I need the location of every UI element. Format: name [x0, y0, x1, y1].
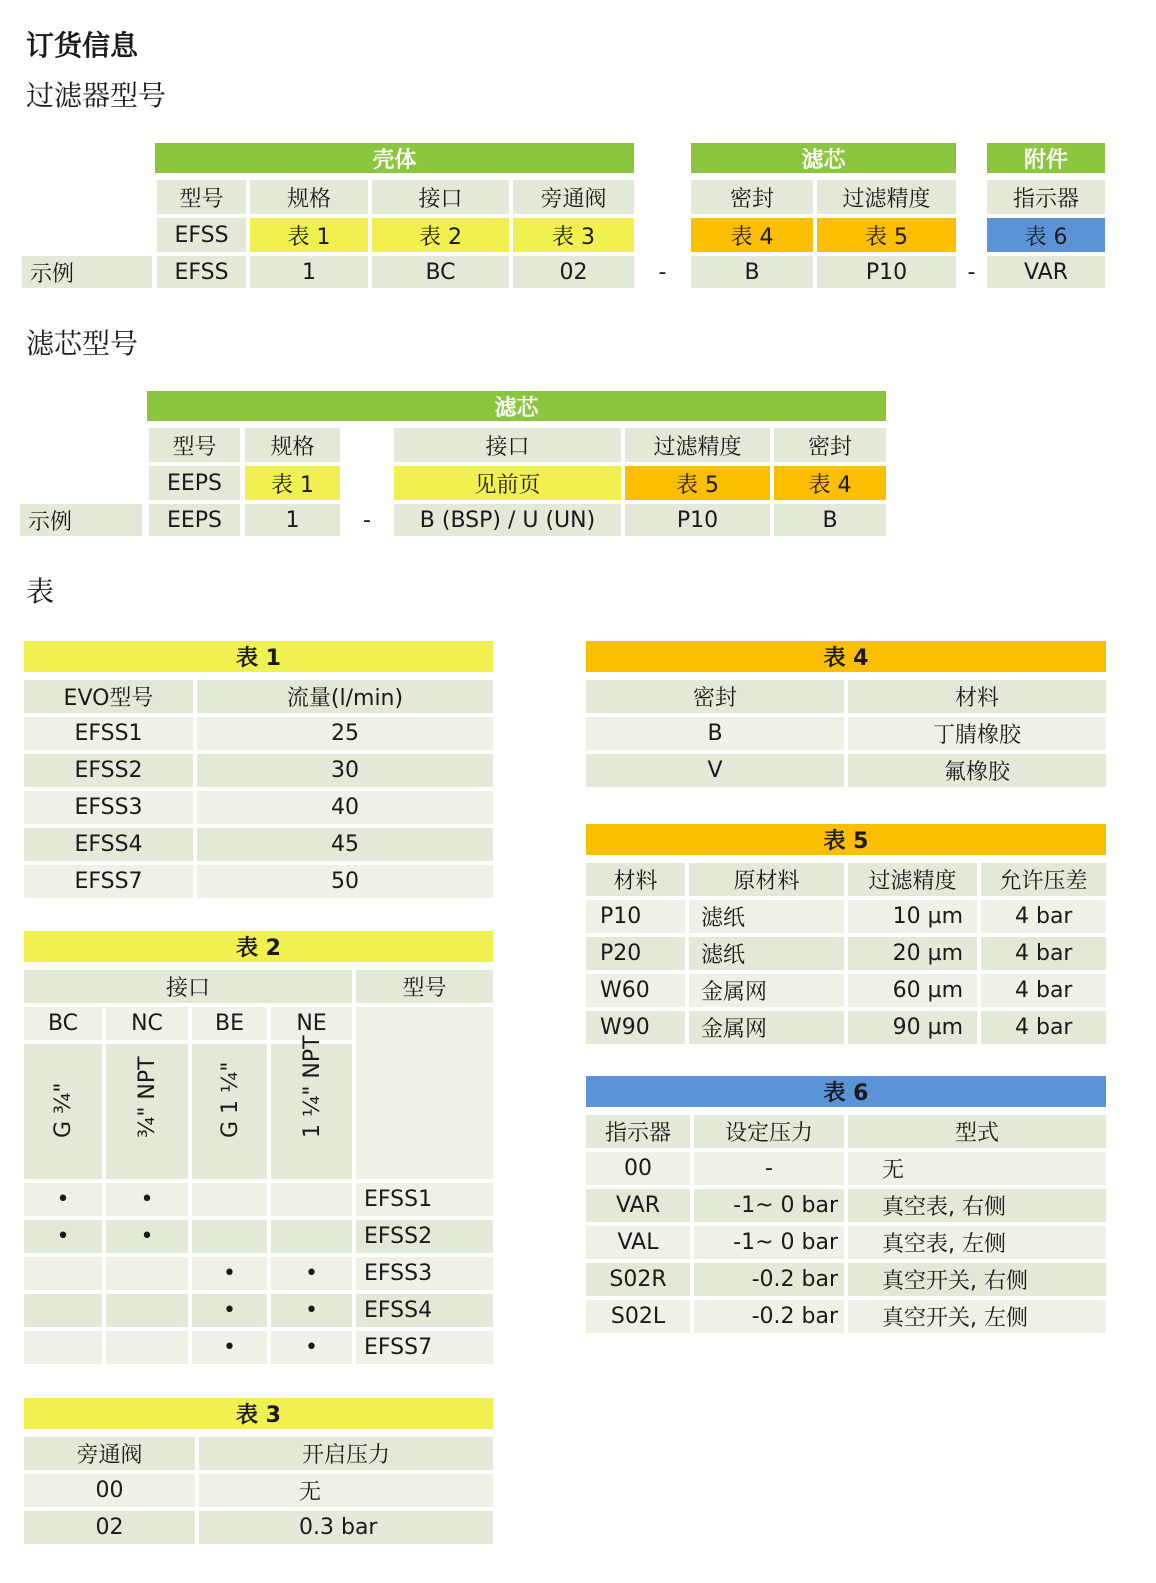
thread-label: ¾" NPT [106, 1044, 188, 1179]
example-label: 示例 [22, 256, 152, 288]
column-header: 旁通阀 [24, 1437, 195, 1470]
header-size: 规格 [250, 180, 368, 214]
header-model: 型号 [157, 180, 246, 214]
table-cell: -1~ 0 bar [694, 1189, 844, 1222]
table-cell: 氟橡胶 [848, 754, 1106, 787]
thread-label: G ¾" [24, 1044, 102, 1179]
table-title: 表 4 [586, 641, 1106, 672]
table-cell: W60 [586, 974, 685, 1007]
example-model: EEPS [149, 504, 240, 536]
table-cell: EFSS3 [24, 791, 193, 824]
group-element: 滤芯 [147, 391, 886, 421]
example-indicator: VAR [987, 256, 1105, 288]
column-header: 开启压力 [199, 1437, 493, 1470]
compat-mark [271, 1220, 352, 1253]
thread-label: 1 ¼" NPT [271, 1044, 352, 1179]
compat-mark: • [106, 1183, 188, 1216]
column-header: 指示器 [586, 1115, 690, 1148]
port-code: NC [106, 1007, 188, 1040]
table-cell: B [586, 717, 844, 750]
table-cell: -0.2 bar [694, 1300, 844, 1333]
compat-mark: • [271, 1331, 352, 1364]
compat-mark [192, 1183, 267, 1216]
table-cell: 00 [24, 1474, 195, 1507]
table-title: 表 6 [586, 1076, 1106, 1107]
table-cell: 真空表, 右侧 [848, 1189, 1106, 1222]
table-cell: 90 µm [848, 1011, 977, 1044]
column-header: EVO型号 [24, 680, 193, 713]
header-model: 型号 [149, 428, 240, 462]
column-header: 材料 [586, 863, 685, 896]
thread-label: G 1 ¼" [192, 1044, 267, 1179]
column-header: 型号 [356, 970, 493, 1003]
table-cell: - [694, 1152, 844, 1185]
table-cell: 30 [197, 754, 493, 787]
code-table1: 表 1 [250, 218, 368, 252]
table-cell: 4 bar [981, 900, 1106, 933]
table-cell: 60 µm [848, 974, 977, 1007]
table-cell: EFSS2 [24, 754, 193, 787]
compat-mark [24, 1331, 102, 1364]
compat-mark [106, 1331, 188, 1364]
code-table6: 表 6 [987, 218, 1105, 252]
table-cell: VAR [586, 1189, 690, 1222]
table-cell: 滤纸 [689, 900, 844, 933]
table-cell: 金属网 [689, 974, 844, 1007]
table-cell: 40 [197, 791, 493, 824]
compat-mark: • [271, 1294, 352, 1327]
compat-mark: • [24, 1183, 102, 1216]
header-size: 规格 [245, 428, 340, 462]
model-spacer [356, 1007, 493, 1179]
table-cell: EFSS1 [356, 1183, 493, 1216]
compat-mark [106, 1257, 188, 1290]
example-size: 1 [250, 256, 368, 288]
column-header: 型式 [848, 1115, 1106, 1148]
table-cell: 丁腈橡胶 [848, 717, 1106, 750]
example-seal: B [774, 504, 886, 536]
table-cell: EFSS7 [356, 1331, 493, 1364]
column-header: 允许压差 [981, 863, 1106, 896]
example-seal: B [691, 256, 813, 288]
code-table3: 表 3 [513, 218, 634, 252]
table-cell: 真空表, 左侧 [848, 1226, 1106, 1259]
example-port: B (BSP) / U (UN) [394, 504, 621, 536]
header-seal: 密封 [691, 180, 813, 214]
example-size: 1 [245, 504, 340, 536]
example-bypass: 02 [513, 256, 634, 288]
group-element: 滤芯 [691, 143, 956, 173]
table-cell: 4 bar [981, 937, 1106, 970]
header-port: 接口 [394, 428, 621, 462]
port-code: BE [192, 1007, 267, 1040]
compat-mark: • [271, 1257, 352, 1290]
table-cell: 4 bar [981, 1011, 1106, 1044]
table-cell: P10 [586, 900, 685, 933]
table-cell: 25 [197, 717, 493, 750]
header-seal: 密封 [774, 428, 886, 462]
column-header: 接口 [24, 970, 352, 1003]
header-indicator: 指示器 [987, 180, 1105, 214]
compat-mark: • [106, 1220, 188, 1253]
table-cell: EFSS3 [356, 1257, 493, 1290]
header-bypass: 旁通阀 [513, 180, 634, 214]
tables-heading: 表 [26, 575, 55, 608]
compat-mark [106, 1294, 188, 1327]
compat-mark: • [192, 1257, 267, 1290]
example-separator: - [658, 259, 667, 285]
example-rating: P10 [625, 504, 770, 536]
table-cell: 20 µm [848, 937, 977, 970]
table-cell: EFSS7 [24, 865, 193, 898]
element-model-heading: 滤芯型号 [26, 327, 139, 360]
code-table4: 表 4 [774, 466, 886, 500]
column-header: 设定压力 [694, 1115, 844, 1148]
example-port: BC [372, 256, 509, 288]
port-code: BC [24, 1007, 102, 1040]
table-cell: S02R [586, 1263, 690, 1296]
column-header: 原材料 [689, 863, 844, 896]
table-cell: VAL [586, 1226, 690, 1259]
example-separator: - [967, 259, 976, 285]
code-table5: 表 5 [625, 466, 770, 500]
column-header: 过滤精度 [848, 863, 977, 896]
code-table1: 表 1 [245, 466, 340, 500]
table-cell: 00 [586, 1152, 690, 1185]
code-table2: 表 2 [372, 218, 509, 252]
column-header: 流量(l/min) [197, 680, 493, 713]
filter-model-heading: 过滤器型号 [26, 79, 167, 112]
page-title: 订货信息 [26, 29, 139, 62]
compat-mark [24, 1294, 102, 1327]
table-title: 表 5 [586, 824, 1106, 855]
compat-mark: • [192, 1331, 267, 1364]
table-cell: 02 [24, 1511, 195, 1544]
code-model: EFSS [157, 218, 246, 252]
table-cell: 无 [199, 1474, 493, 1507]
header-port: 接口 [372, 180, 509, 214]
example-label: 示例 [20, 504, 142, 536]
header-rating: 过滤精度 [625, 428, 770, 462]
example-model: EFSS [157, 256, 246, 288]
code-model: EEPS [149, 466, 240, 500]
table-cell: 滤纸 [689, 937, 844, 970]
table-cell: V [586, 754, 844, 787]
column-header: 密封 [586, 680, 844, 713]
table-cell: EFSS4 [24, 828, 193, 861]
table-cell: P20 [586, 937, 685, 970]
header-rating: 过滤精度 [817, 180, 956, 214]
table-title: 表 3 [24, 1398, 493, 1429]
table-cell: 真空开关, 左侧 [848, 1300, 1106, 1333]
compat-mark [24, 1257, 102, 1290]
table-cell: -1~ 0 bar [694, 1226, 844, 1259]
table-cell: 无 [848, 1152, 1106, 1185]
table-cell: 4 bar [981, 974, 1106, 1007]
table-cell: 0.3 bar [199, 1511, 493, 1544]
example-rating: P10 [817, 256, 956, 288]
table-cell: EFSS1 [24, 717, 193, 750]
code-port: 见前页 [394, 466, 621, 500]
column-header: 材料 [848, 680, 1106, 713]
table-cell: W90 [586, 1011, 685, 1044]
table-cell: S02L [586, 1300, 690, 1333]
compat-mark: • [24, 1220, 102, 1253]
table-cell: 10 µm [848, 900, 977, 933]
compat-mark [271, 1183, 352, 1216]
table-cell: 真空开关, 右侧 [848, 1263, 1106, 1296]
example-separator: - [363, 507, 371, 533]
code-table5: 表 5 [817, 218, 956, 252]
port-code: NE [271, 1007, 352, 1040]
table-cell: 金属网 [689, 1011, 844, 1044]
table-title: 表 2 [24, 931, 493, 962]
table-cell: -0.2 bar [694, 1263, 844, 1296]
compat-mark: • [192, 1294, 267, 1327]
group-housing: 壳体 [155, 143, 634, 173]
table-cell: EFSS4 [356, 1294, 493, 1327]
compat-mark [192, 1220, 267, 1253]
table-cell: 50 [197, 865, 493, 898]
table-title: 表 1 [24, 641, 493, 672]
table-cell: EFSS2 [356, 1220, 493, 1253]
code-table4: 表 4 [691, 218, 813, 252]
table-cell: 45 [197, 828, 493, 861]
group-accessory: 附件 [987, 143, 1105, 173]
